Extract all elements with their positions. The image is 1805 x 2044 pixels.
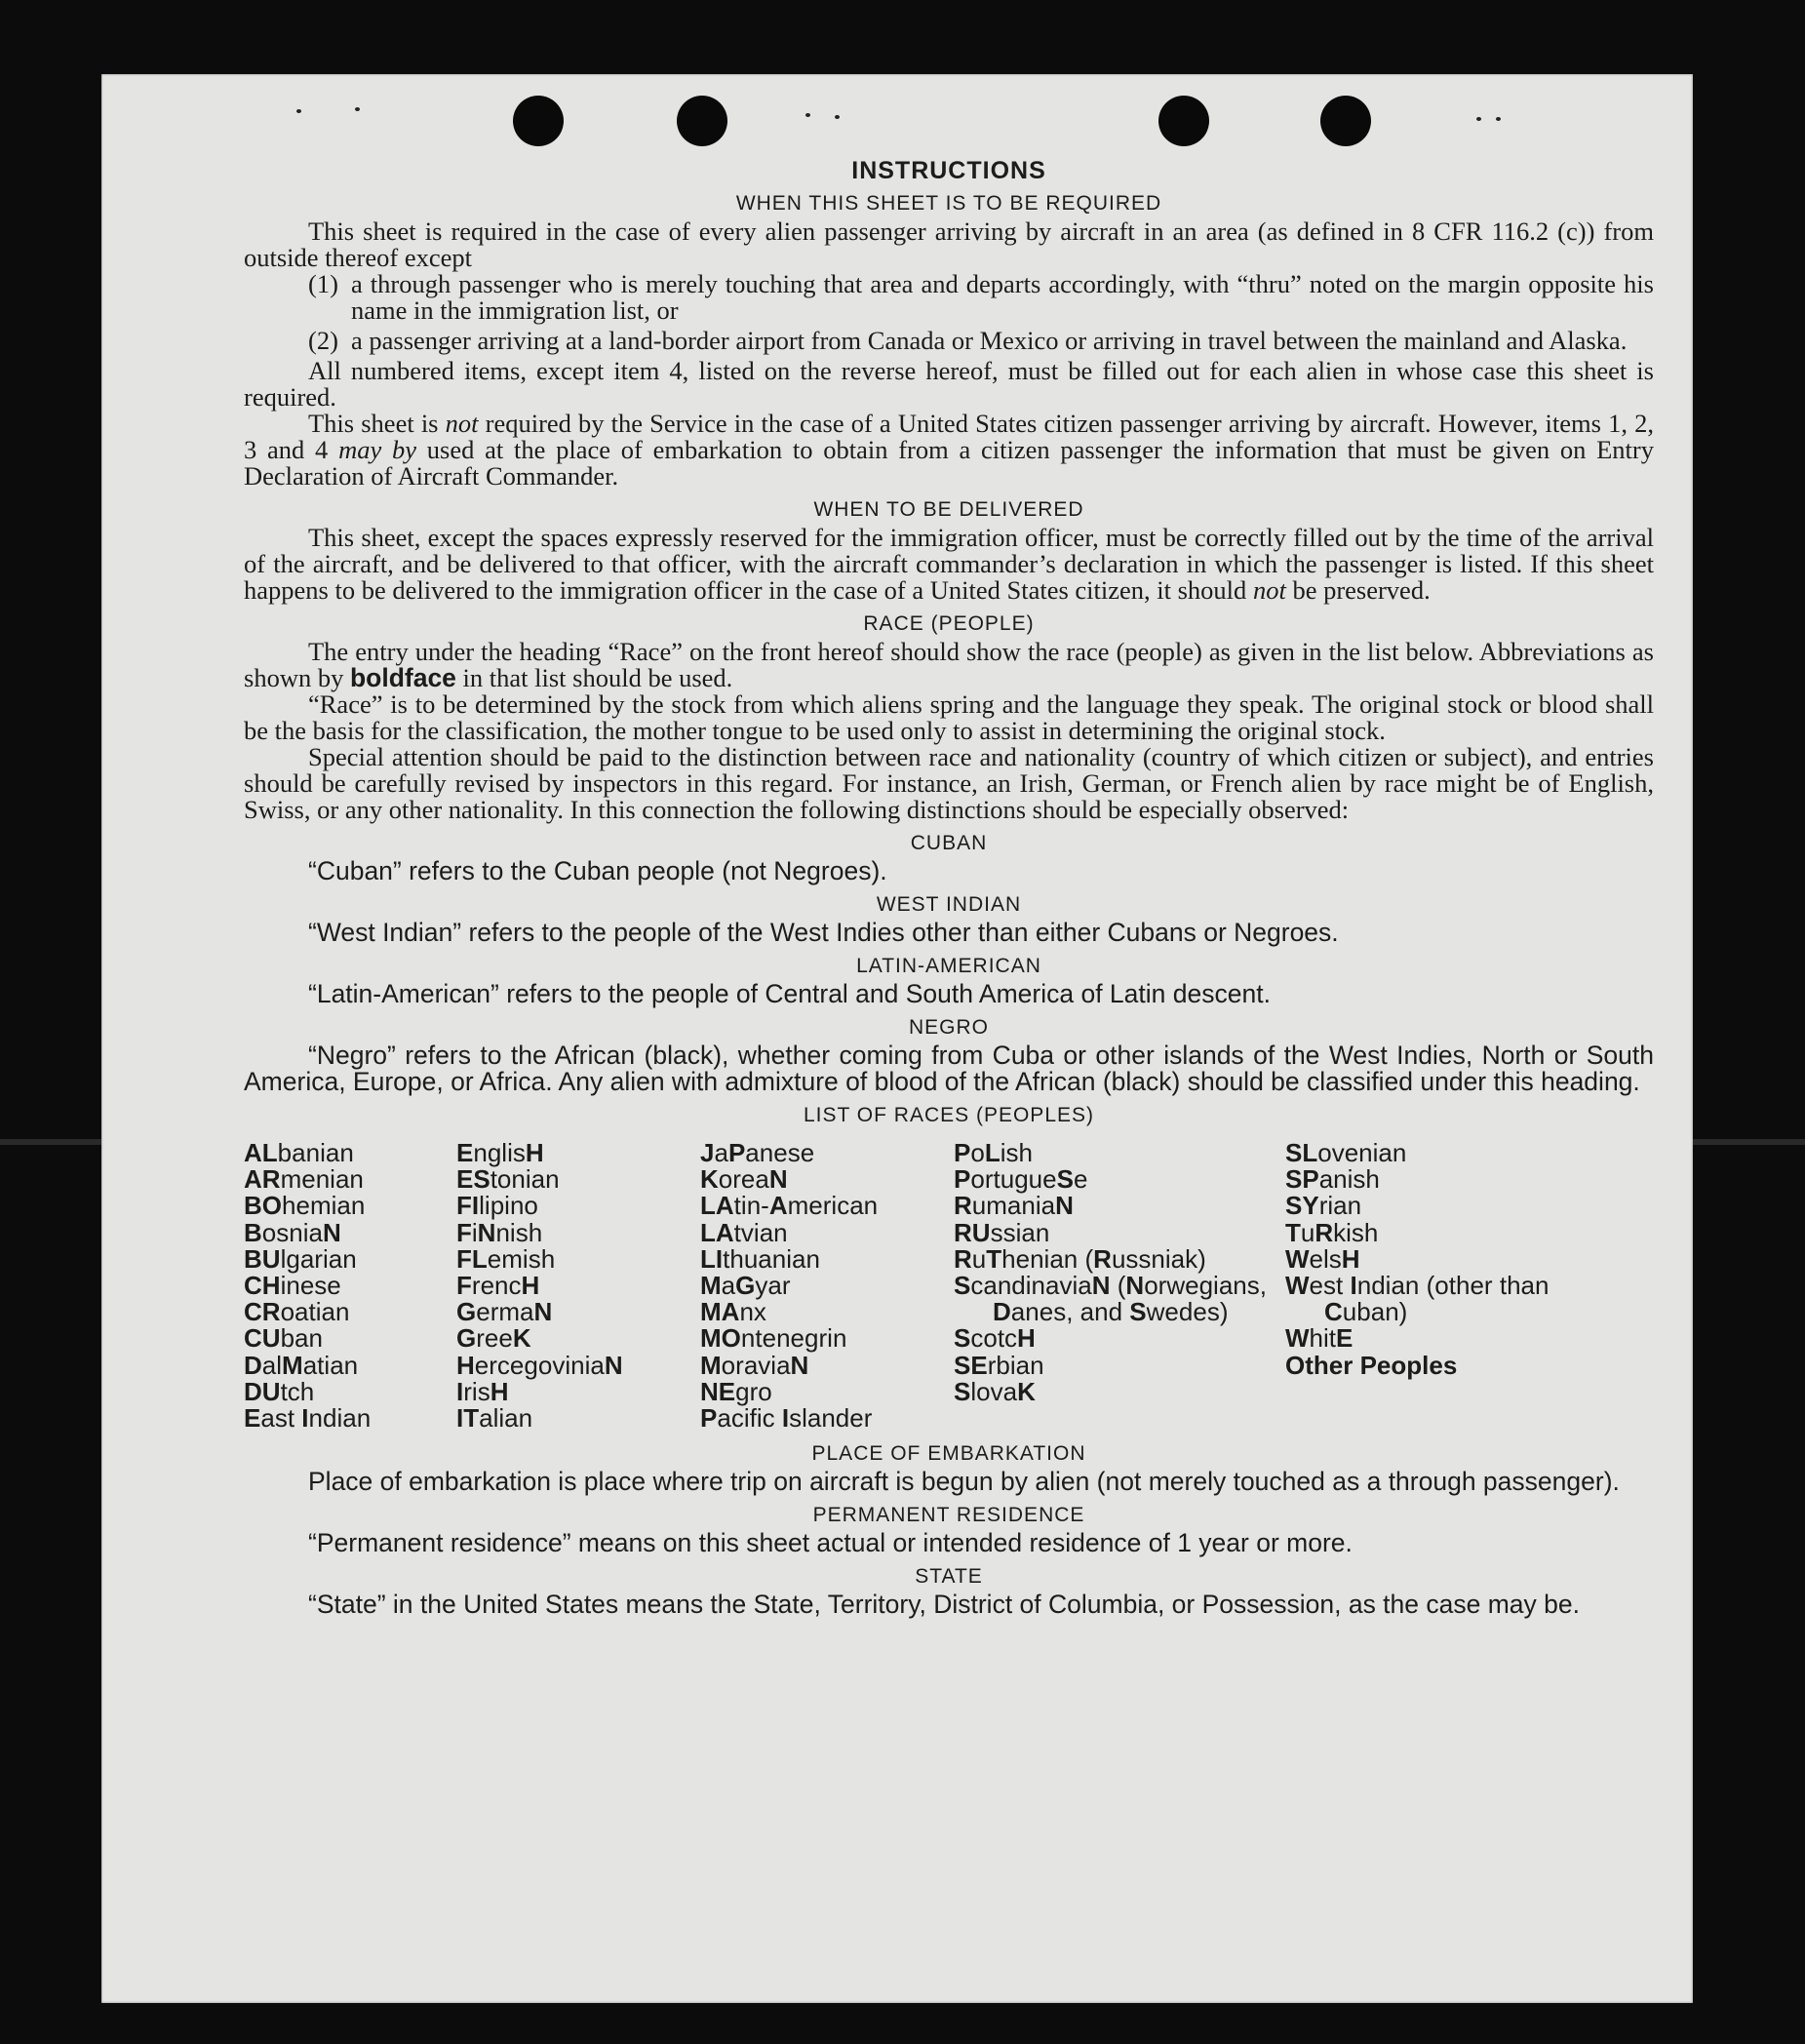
document-page	[101, 74, 1693, 2003]
document-title: INSTRUCTIONS	[851, 157, 1046, 184]
race-entry: RumaniaN	[954, 1191, 1074, 1221]
section-heading-west-indian: WEST INDIAN	[876, 893, 1022, 916]
emphasis: not	[445, 409, 479, 438]
section-heading-negro: NEGRO	[908, 1016, 989, 1039]
definition-text: “State” in the United States means the State, Territory, District of Columbia, or Possession, as the case may be.	[308, 1590, 1580, 1620]
section-heading-state: STATE	[915, 1565, 983, 1589]
race-entry: ScotcH	[954, 1323, 1036, 1354]
list-item-text: a through passenger who is merely touching that area and departs accordingly, with “thru” noted on the margin opposite his name in the immigration list, or	[351, 269, 1654, 325]
list-item-number: (2)	[308, 326, 338, 355]
definition-text: “Permanent residence” means on this sheet actual or intended residence of 1 year or more.	[308, 1528, 1353, 1558]
race-entry: MOntenegrin	[700, 1323, 847, 1354]
list-item	[308, 328, 1654, 354]
race-entry: SYrian	[1285, 1191, 1362, 1221]
definition-text: “Latin-American” refers to the people of Central and South America of Latin descent.	[308, 979, 1271, 1008]
race-column	[244, 1140, 456, 1432]
race-entry: EnglisH	[456, 1138, 544, 1167]
race-entry: Pacific Islander	[700, 1403, 873, 1434]
race-entry: DalMatian	[244, 1350, 359, 1380]
race-entry: East Indian	[244, 1403, 372, 1434]
paragraph: “Race” is to be determined by the stock from which aliens spring and the language they speak. The original stock or blood shall be the basis for the classification, the mother tongue to be used only to assist in determining the original stock.	[244, 689, 1654, 745]
list-item-number: (1)	[308, 269, 338, 298]
race-entry: WelsH	[1285, 1243, 1360, 1274]
race-entry: LIthuanian	[700, 1243, 820, 1274]
race-entry: ARmenian	[244, 1164, 364, 1195]
text-run: This sheet, except the spaces expressly reserved for the immigration officer, must be correctly filled out by the time of the arrival of the aircraft, and be delivered to that officer, with the aircraft commander’s declaration in which the passenger is listed. If this sheet happens to be delivered to the immigration officer in the case of a United States citizen, it should	[244, 523, 1654, 605]
race-entry: MaGyar	[700, 1271, 791, 1301]
paragraph	[244, 525, 1654, 604]
race-entry: FrencH	[456, 1271, 540, 1301]
scan-speck	[1476, 117, 1481, 121]
race-entry: SLovenian	[1285, 1138, 1407, 1167]
race-entry: SlovaK	[954, 1376, 1036, 1406]
punch-hole	[1158, 96, 1209, 146]
definition-text: “Cuban” refers to the Cuban people (not Negroes).	[308, 856, 887, 885]
list-item	[308, 271, 1654, 324]
instructions-body	[244, 158, 1654, 1618]
section-heading-list-of-races: LIST OF RACES (PEOPLES)	[803, 1104, 1095, 1126]
punch-hole	[677, 96, 727, 146]
section-heading-race: RACE (PEOPLE)	[863, 612, 1035, 635]
list-item-text: a passenger arriving at a land-border airport from Canada or Mexico or arriving in travel between the mainland and Alaska.	[351, 326, 1628, 355]
race-entry: NEgro	[700, 1376, 772, 1406]
race-entry: LAtin-American	[700, 1191, 879, 1221]
race-entry: TuRkish	[1285, 1217, 1379, 1247]
race-entry: RUssian	[954, 1217, 1050, 1247]
paragraph: This sheet is required in the case of every alien passenger arriving by aircraft in an area (as defined in 8 CFR 116.2 (c)) from outside thereof except	[244, 216, 1654, 272]
paragraph	[244, 411, 1654, 490]
race-entry: KoreaN	[700, 1164, 788, 1195]
race-entry: BosniaN	[244, 1217, 341, 1247]
exception-list	[308, 271, 1654, 354]
race-entry: MAnx	[700, 1297, 766, 1327]
race-entry: BUlgarian	[244, 1243, 357, 1274]
race-entry: CUban	[244, 1323, 323, 1354]
text-run: This sheet is	[308, 409, 446, 438]
boldface-word: boldface	[349, 663, 456, 692]
race-entry: Other Peoples	[1285, 1350, 1458, 1380]
text-run: in that list should be used.	[455, 663, 733, 692]
race-entry: SErbian	[954, 1350, 1044, 1380]
race-entry: GermaN	[456, 1297, 553, 1327]
race-entry: West Indian (other than Cuban)	[1285, 1271, 1550, 1327]
definition-text: Place of embarkation is place where trip on aircraft is begun by alien (not merely touched as a through passenger).	[308, 1467, 1620, 1497]
race-column	[700, 1140, 954, 1432]
definition-text: “West Indian” refers to the people of the West Indies other than either Cubans or Negroes.	[308, 918, 1339, 947]
paragraph: All numbered items, except item 4, listed on the reverse hereof, must be filled out for each alien in whose case this sheet is required.	[244, 356, 1654, 412]
race-entry: ScandinaviaN (Norwegians, Danes, and Swedes)	[954, 1271, 1267, 1327]
emphasis: may by	[338, 435, 416, 464]
race-entry: GreeK	[456, 1323, 531, 1354]
race-column	[954, 1140, 1285, 1432]
race-entry: SPanish	[1285, 1164, 1380, 1195]
scan-speck	[355, 107, 360, 111]
scan-speck	[1496, 117, 1501, 121]
scan-speck	[296, 109, 301, 113]
race-entry: FiNnish	[456, 1217, 543, 1247]
race-entry: PoLish	[954, 1138, 1033, 1167]
punch-hole	[1320, 96, 1371, 146]
race-entry: HercegoviniaN	[456, 1350, 623, 1380]
race-entry: ITalian	[456, 1403, 533, 1434]
section-heading-latin-american: LATIN-AMERICAN	[856, 955, 1041, 977]
scan-speck	[805, 113, 810, 117]
race-entry: DUtch	[244, 1376, 315, 1406]
scan-speck	[835, 115, 840, 119]
race-entry: ALbanian	[244, 1138, 354, 1167]
punch-hole	[513, 96, 564, 146]
race-entry: RuThenian (Russniak)	[954, 1243, 1206, 1274]
race-entry: MoraviaN	[700, 1350, 809, 1380]
race-entry: WhitE	[1285, 1323, 1354, 1354]
paragraph	[244, 639, 1654, 691]
section-heading-when-required: WHEN THIS SHEET IS TO BE REQUIRED	[735, 192, 1162, 215]
race-entry: JaPanese	[700, 1138, 815, 1167]
race-entry: LAtvian	[700, 1217, 788, 1247]
race-entry: CHinese	[244, 1271, 341, 1301]
race-entry: IrisH	[456, 1376, 509, 1406]
race-entry: BOhemian	[244, 1191, 366, 1221]
section-heading-embarkation: PLACE OF EMBARKATION	[811, 1442, 1086, 1466]
race-entry: PortugueSe	[954, 1164, 1088, 1195]
race-column	[1285, 1140, 1558, 1432]
race-entry: CRoatian	[244, 1297, 350, 1327]
definition-text: “Negro” refers to the African (black), whether coming from Cuba or other islands of the West Indies, North or South America, Europe, or Africa. Any alien with admixture of blood of the African (black) should be classified under this heading.	[244, 1041, 1654, 1096]
paragraph: Special attention should be paid to the distinction between race and nationality (country of which citizen or subject), and entries should be carefully revised by inspectors in this regard. For instance, an Irish, German, or French alien by race might be of English, Swiss, or any other nationality. In this connection the following distinctions should be especially observed:	[244, 742, 1654, 824]
section-heading-permanent-residence: PERMANENT RESIDENCE	[812, 1504, 1085, 1527]
emphasis: not	[1252, 575, 1286, 605]
section-heading-cuban: CUBAN	[910, 832, 988, 854]
race-entry: EStonian	[456, 1164, 560, 1195]
section-heading-when-delivered: WHEN TO BE DELIVERED	[813, 498, 1084, 521]
race-entry: FLemish	[456, 1243, 556, 1274]
text-run: required by the Service in the case of a United States citizen passenger arriving by aircraft. However, items 1, 2, 3 and 4	[244, 409, 1654, 464]
race-list	[244, 1140, 1654, 1432]
race-column	[456, 1140, 700, 1432]
text-run: be preserved.	[1285, 575, 1431, 605]
text-run: The entry under the heading “Race” on the front hereof should show the race (people) as given in the list below. Abbreviations as shown by	[244, 637, 1654, 692]
text-run: used at the place of embarkation to obtain from a citizen passenger the information that must be given on Entry Declaration of Aircraft Commander.	[244, 435, 1654, 491]
race-entry: FIlipino	[456, 1191, 538, 1221]
